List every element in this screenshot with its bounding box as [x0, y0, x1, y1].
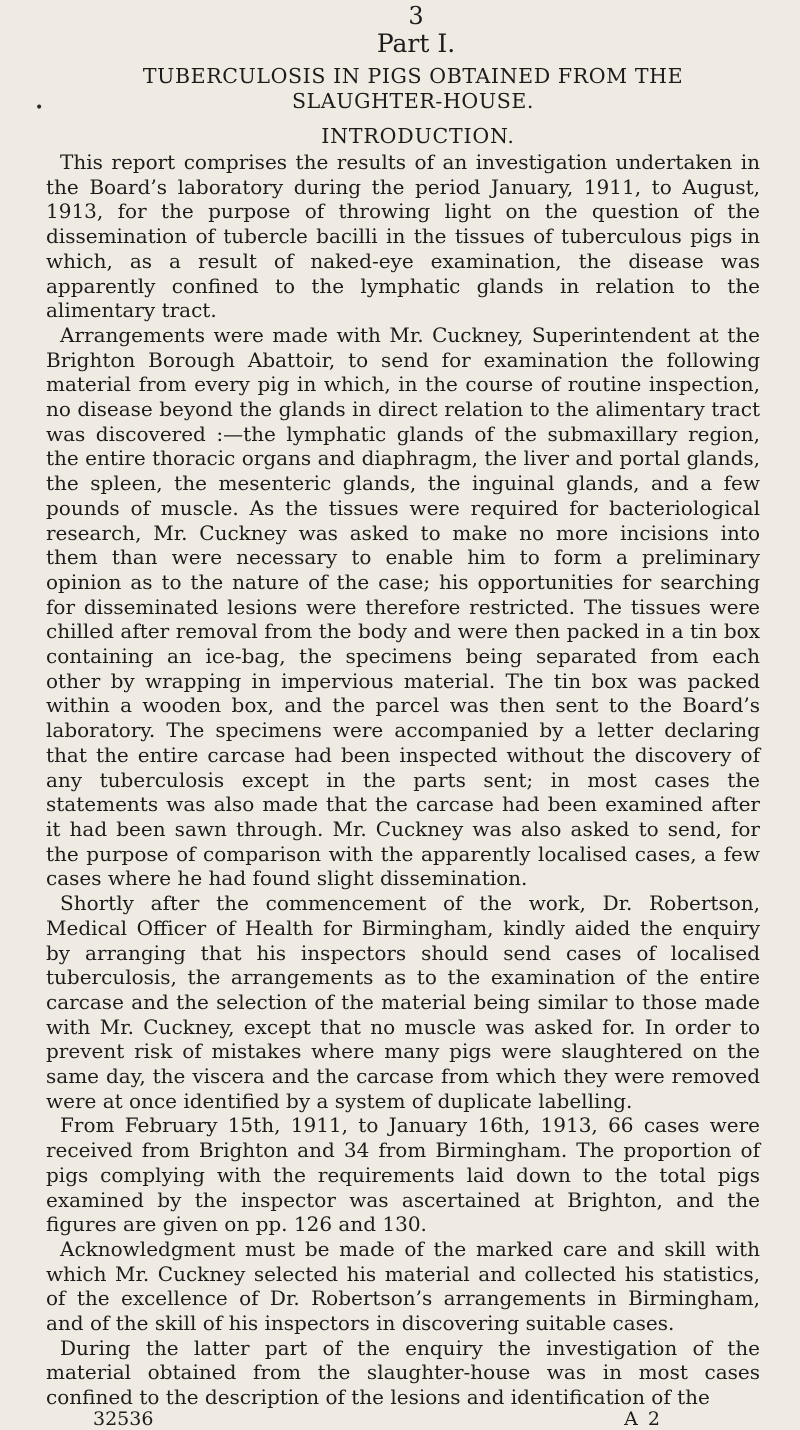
- paragraph-1: This report comprises the results of an investigation undertaken in the Board’s laboratory during the period January, 1911, to August, 1913, for the purpose of throwing light on the question of the dissemination of tubercle bacilli in the tissues of tuberculous pigs in which, as a result of naked-eye examination, the disease was apparently confined to the lymphatic glands in relation to the alimentary tract.: [46, 150, 760, 323]
- body-text: [46, 150, 760, 1410]
- part-title: Part I.: [376, 29, 456, 58]
- paragraph-2: Arrangements were made with Mr. Cuckney, Superintendent at the Brighton Borough Abattoir, to send for examination the following material from every pig in which, in the course of routine inspection, no disease beyond the glands in direct relation to the alimentary tract was discovered :—the lymphatic glands of the submaxillary region, the entire thoracic organs and diaphragm, the liver and portal glands, the spleen, the mesenteric glands, the inguinal glands, and a few pounds of muscle. As the tissues were required for bacteriological research, Mr. Cuckney was asked to make no more incisions into them than were necessary to enable him to form a preliminary opinion as to the nature of the case; his opportunities for searching for disseminated lesions were therefore restricted. The tissues were chilled after removal from the body and were then packed in a tin box containing an ice-bag, the specimens being separated from each other by wrapping in impervious material. The tin box was packed within a wooden box, and the parcel was then sent to the Board’s laboratory. The specimens were accompanied by a letter declaring that the entire carcase had been inspected without the discovery of any tuberculosis except in the parts sent; in most cases the statements was also made that the carcase had been examined after it had been sawn through. Mr. Cuckney was also asked to send, for the purpose of comparison with the apparently localised cases, a few cases where he had found slight dissemination.: [46, 322, 760, 891]
- page-number: 3: [408, 2, 424, 30]
- main-title: TUBERCULOSIS IN PIGS OBTAINED FROM THE SLAUGHTER-HOUSE.: [142, 64, 684, 113]
- paragraph-5: Acknowledgment must be made of the marked care and skill with which Mr. Cuckney selected his material and collected his statistics, of the excellence of Dr. Robertson’s arrangements in Birmingham, and of the skill of his inspectors in discovering suitable cases.: [46, 1236, 760, 1336]
- margin-mark-icon: •: [35, 100, 44, 116]
- page-footer: [46, 1408, 760, 1430]
- section-heading: INTRODUCTION.: [321, 124, 515, 148]
- printer-code: 32536: [93, 1407, 154, 1430]
- paragraph-6: During the latter part of the enquiry the investigation of the material obtained from the slaughter-house was in most cases confined to the description of the lesions and identification of the: [46, 1335, 760, 1410]
- paragraph-3: Shortly after the commencement of the work, Dr. Robertson, Medical Officer of Health for Birmingham, kindly aided the enquiry by arranging that his inspectors should send cases of localised tuberculosis, the arrangements as to the examination of the entire carcase and the selection of the material being similar to those made with Mr. Cuckney, except that no muscle was asked for. In order to prevent risk of mistakes where many pigs were slaughtered on the same day, the viscera and the carcase from which they were removed were at once identified by a system of duplicate labelling.: [46, 891, 760, 1113]
- signature-mark: A 2: [624, 1407, 662, 1430]
- paragraph-4: From February 15th, 1911, to January 16th, 1913, 66 cases were received from Brighton and 34 from Birmingham. The proportion of pigs complying with the requirements laid down to the total pigs examined by the inspector was ascertained at Brighton, and the figures are given on pp. 126 and 130.: [46, 1113, 760, 1237]
